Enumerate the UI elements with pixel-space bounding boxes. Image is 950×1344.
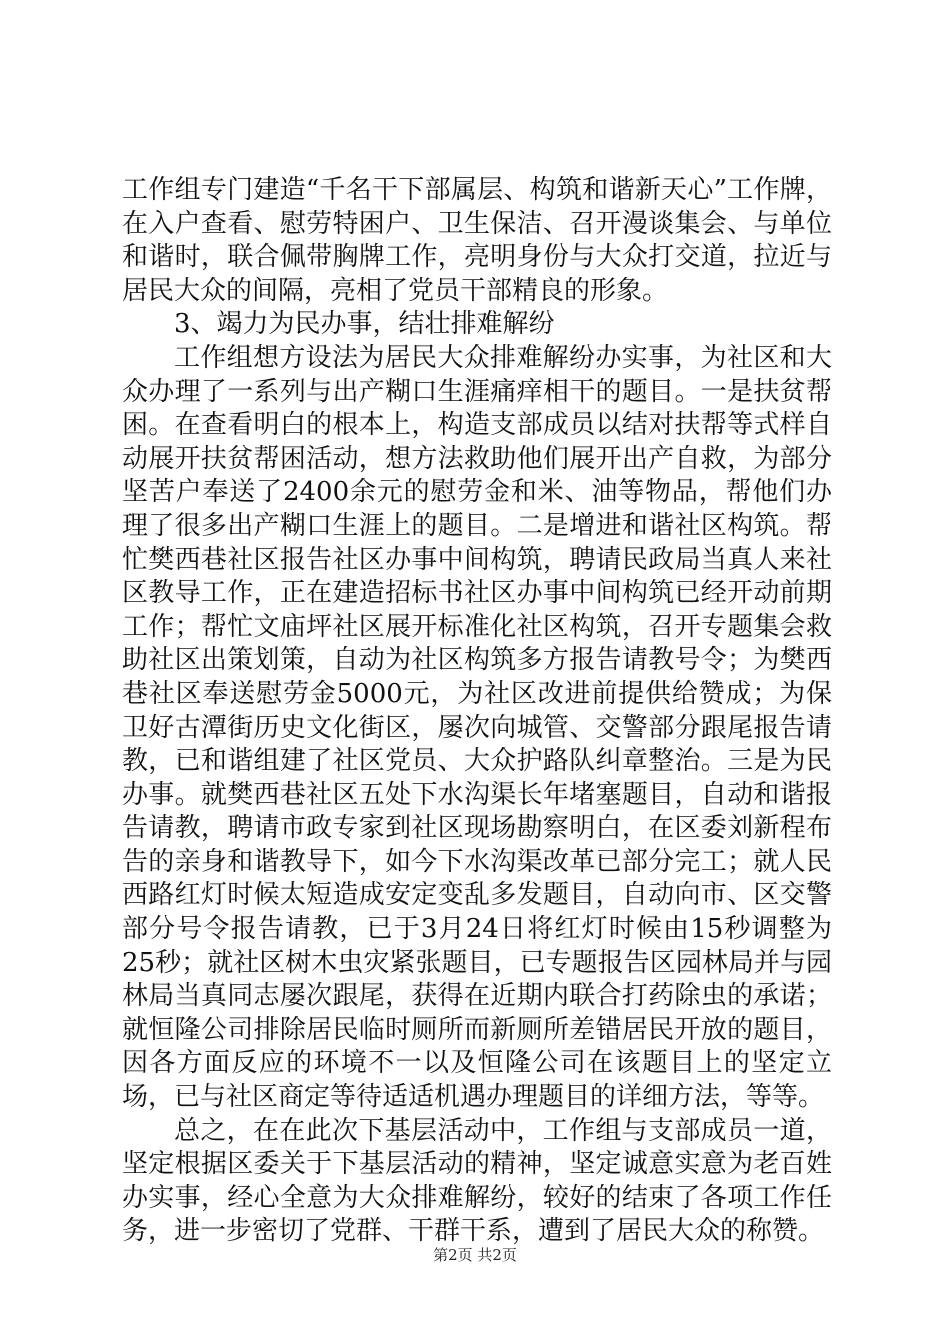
page-number-label: 第2页 共2页 <box>433 1246 517 1264</box>
section-heading-3: 3、竭力为民办事，结壮排难解纷 <box>174 309 555 340</box>
page-footer <box>0 1245 950 1265</box>
paragraph-solve-problems: 工作组想方设法为居民大众排难解纷办实事，为社区和大众办理了一系列与出产糊口生涯痛痒相干的题目。一是扶贫帮困。在查看明白的根本上，构造支部成员以结对扶帮等式样自动展开扶贫帮困活动，想方法救助他们展开出产自救，为部分坚苦户奉送了2400余元的慰劳金和米、油等物品，帮他们办理了很多出产糊口生涯上的题目。二是增进和谐社区构筑。帮忙樊西巷社区报告社区办事中间构筑，聘请民政局当真人来社区教导工作，正在建造招标书社区办事中间构筑已经开动前期工作；帮忙文庙坪社区展开标准化社区构筑，召开专题集会救助社区出策划策，自动为社区构筑多方报告请教号令；为樊西巷社区奉送慰劳金5000元，为社区改进前提供给赞成；为保卫好古潭街历史文化街区，屡次向城管、交警部分跟尾报告请教，已和谐组建了社区党员、大众护路队纠章整治。三是为民办事。就樊西巷社区五处下水沟渠长年堵塞题目，自动和谐报告请教，聘请市政专家到社区现场勘察明白，在区委刘新程布告的亲身和谐教导下，如今下水沟渠改革已部分完工；就人民西路红灯时候太短造成安定变乱多发题目，自动向市、区交警部分号令报告请教，已于3月24日将红灯时候由15秒调整为25秒；就社区树木虫灾紧张题目，已专题报告区园林局并与园林局当真同志屡次跟尾，获得在近期内联合打药除虫的承诺；就恒隆公司排除居民临时厕所而新厕所差错居民开放的题目，因各方面反应的环境不一以及恒隆公司在该题目上的坚定立场，已与社区商定等待适适机遇办理题目的详细方法，等等。 <box>122 342 832 1113</box>
document-body <box>122 174 832 1249</box>
paragraph-summary: 总之，在在此次下基层活动中，工作组与支部成员一道，坚定根据区委关于下基层活动的精神，坚定诚意实意为老百姓办实事，经心全意为大众排难解纷，较好的结束了各项工作任务，进一步密切了党群、干群干系，遭到了居民大众的称赞。 <box>122 1115 832 1247</box>
paragraph-work-badge: 工作组专门建造“千名干下部属层、构筑和谐新天心”工作牌，在入户查看、慰劳特困户、卫生保洁、召开漫谈集会、与单位和谐时，联合佩带胸牌工作，亮明身份与大众打交道，拉近与居民大众的间隔，亮相了党员干部精良的形象。 <box>122 175 832 306</box>
